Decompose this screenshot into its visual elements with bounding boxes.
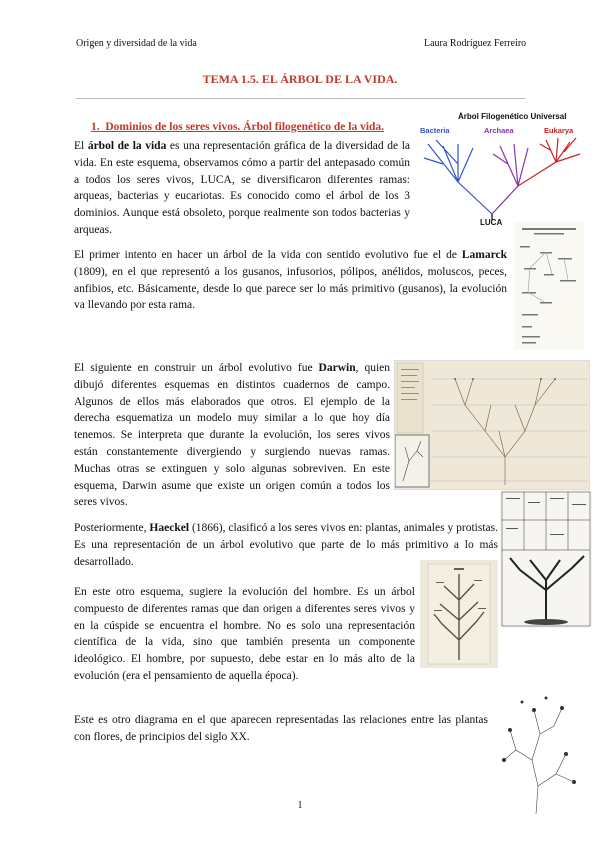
section-number: 1. xyxy=(91,121,100,133)
section-heading-text: Dominios de los seres vivos. Árbol filogenético de la vida. xyxy=(105,121,385,133)
header-left: Origen y diversidad de la vida xyxy=(76,38,197,49)
p4-rest: (1866), clasificó a los seres vivos en: plantas, animales y protistas. Es una representación de un árbol evolutivo que parte de lo más primitivo a lo más desarrollado. xyxy=(74,522,499,568)
p4-lead: Posteriormente, xyxy=(74,522,150,534)
tree-root-luca: LUCA xyxy=(480,218,503,227)
p2-lead: El primer intento en hacer un árbol de la vida con sentido evolutivo fue el de xyxy=(74,249,462,261)
domain-archaea: Archaea xyxy=(484,126,514,135)
p4-bold: Haeckel xyxy=(149,522,190,534)
darwin-notebook-figure xyxy=(394,360,590,490)
flowering-plants-diagram xyxy=(496,690,586,818)
phylogenetic-tree-figure xyxy=(418,112,586,230)
p3-rest: , quien dibujó diferentes esquemas en distintos cuadernos de campo. Algunos de ellos más elaborados que otros. El ejemplo de la derecha esquematiza un modelo muy similar a lo que hoy día tenemos. Se interpreta que durante la evolución, los seres vivos están constantemente divergiendo y surgiendo nuevas ramas. Muchas otras se extinguen y solo algunas sobreviven. En este esquema, Darwin asume que existe un origen común a todos los seres vivos. xyxy=(74,362,390,509)
evolution-of-man-figure xyxy=(420,560,498,668)
header-right: Laura Rodríguez Ferreiro xyxy=(424,38,527,49)
title-divider xyxy=(76,98,525,99)
paragraph-human-evolution: En este otro esquema, sugiere la evolución del hombre. Es un árbol compuesto de diferentes ramas que dan origen a diferentes seres vivos y en la cúspide se encuentra el hombre. No es solo una representación científica de la vida, sino que también presenta un componente ideológico. El hombre, por supuesto, debe estar en lo más alto de la evolución (era el pensamiento de aquella época). xyxy=(74,586,415,682)
paragraph-flowering-plants: Este es otro diagrama en el que aparecen representadas las relaciones entre las plantas con flores, de principios del siglo XX. xyxy=(74,714,488,743)
page-number: 1 xyxy=(297,800,303,811)
section-heading xyxy=(91,121,384,133)
haeckel-tree-figure xyxy=(500,490,592,628)
page-title: TEMA 1.5. EL ÁRBOL DE LA VIDA. xyxy=(202,72,398,86)
tree-branches xyxy=(418,134,586,220)
domain-eukarya: Eukarya xyxy=(544,126,574,135)
p1-rest: es una representación gráfica de la diversidad de la vida. En este esquema, observamos cómo a partir del antepasado común a todos los seres vivos, LUCA, se diversificaron diferentes ramas: arqueas, bacterias y eucariotas. Es conocido como el árbol de los 3 dominios. Aunque está obsoleto, porque realmente son todos bacterias y arqueas. xyxy=(74,140,410,236)
p3-bold: Darwin xyxy=(318,362,356,374)
paragraph-darwin xyxy=(74,360,390,511)
p2-rest: (1809), en el que representó a los gusanos, infusorios, pólipos, anélidos, moluscos, peces, anfibios, etc. Básicamente, desde lo que parece ser lo más primitivo (gusanos), la evolución va llevando por esta rama. xyxy=(74,265,507,312)
p1-bold: árbol de la vida xyxy=(87,140,167,152)
domain-bacteria: Bacteria xyxy=(420,126,450,135)
p2-bold: Lamarck xyxy=(461,249,507,261)
paragraph-tree-of-life xyxy=(74,138,410,239)
tree-title: Árbol Filogenético Universal xyxy=(458,112,567,121)
lamarck-diagram xyxy=(514,222,584,350)
p1-lead: El xyxy=(74,140,88,152)
p3-lead: El siguiente en construir un árbol evolutivo fue xyxy=(74,362,319,374)
paragraph-lamarck xyxy=(74,247,507,314)
